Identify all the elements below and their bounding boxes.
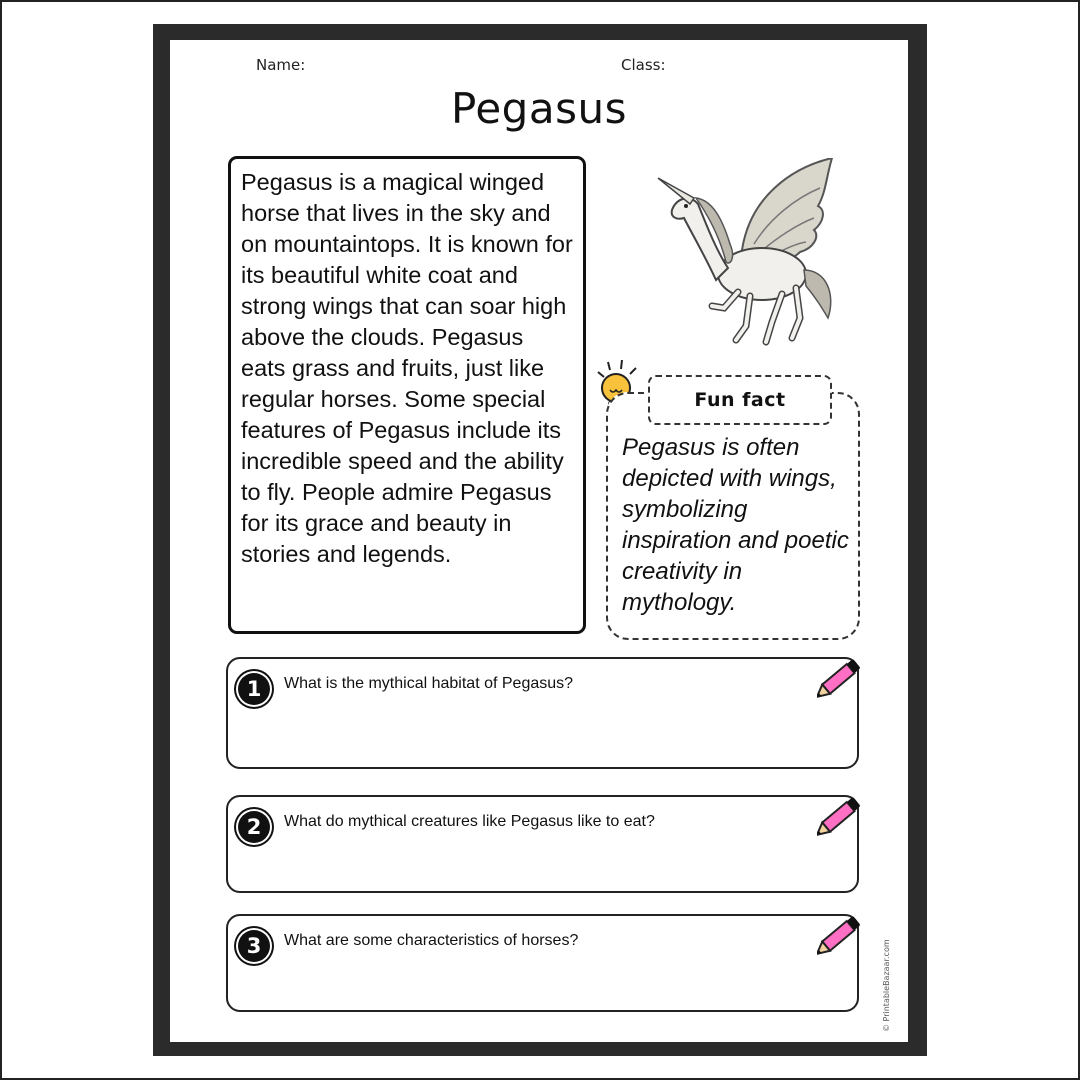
page-title: Pegasus [451, 84, 627, 133]
fun-fact-text: Pegasus is often depicted with wings, symbolizing inspiration and poetic creativity in mythology. [622, 434, 849, 616]
question-2-text: What do mythical creatures like Pegasus like to eat? [284, 813, 655, 830]
question-2-answer-box[interactable] [226, 795, 859, 893]
pegasus-illustration [650, 158, 850, 350]
question-number-2: 2 [238, 811, 270, 843]
question-1-answer-box[interactable] [226, 657, 859, 769]
class-label: Class: [621, 56, 666, 74]
watermark: © PrintableBazaar.com [882, 939, 891, 1032]
name-label: Name: [256, 56, 306, 74]
pencil-icon [817, 787, 869, 839]
question-number-3: 3 [238, 930, 270, 962]
reading-passage-box [228, 156, 586, 634]
question-3-answer-box[interactable] [226, 914, 859, 1012]
question-1-text: What is the mythical habitat of Pegasus? [284, 675, 574, 692]
worksheet [170, 40, 908, 1042]
pencil-icon [817, 906, 869, 958]
fun-fact-title: Fun fact [648, 375, 832, 425]
reading-passage: Pegasus is a magical winged horse that lives in the sky and on mountaintops. It is known for its beautiful white coat and strong wings that can soar high above the clouds. Pegasus eats grass and fruits, just like regular horses. Some special features of Pegasus include its incredible speed and the ability to fly. People admire Pegasus for its grace and beauty in stories and legends. [241, 169, 573, 567]
question-number-1: 1 [238, 673, 270, 705]
question-3-text: What are some characteristics of horses? [284, 932, 579, 949]
pencil-icon [817, 649, 869, 701]
